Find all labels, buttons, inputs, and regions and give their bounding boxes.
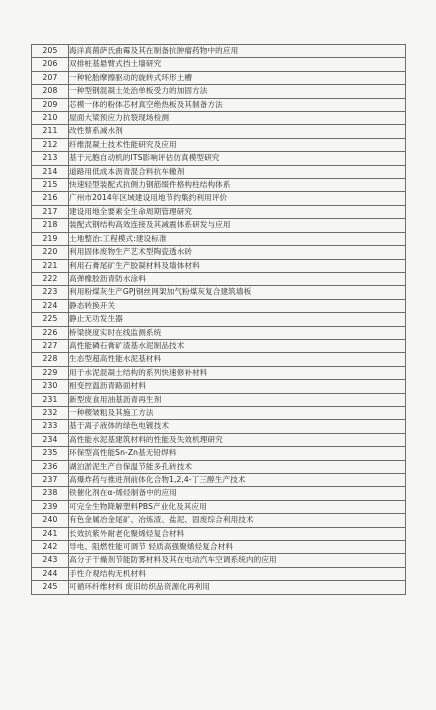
row-number: 240 xyxy=(32,514,69,527)
row-number: 208 xyxy=(32,85,69,98)
table-row xyxy=(32,192,406,205)
row-number: 220 xyxy=(32,246,69,259)
project-title: 快速轻型装配式抗侧力钢筋缀件格构柱结构体系 xyxy=(69,179,406,192)
row-number: 234 xyxy=(32,433,69,446)
project-title: 高弹橡胶沥青防水涂料 xyxy=(69,272,406,285)
project-title: 桥梁挠度实时在线监测系统 xyxy=(69,326,406,339)
table-row xyxy=(32,514,406,527)
table-row xyxy=(32,487,406,500)
table-row xyxy=(32,339,406,352)
project-title: 高爆炸药与推进剂前体化合物1,2,4-丁三醇生产技术 xyxy=(69,474,406,487)
table-row xyxy=(32,246,406,259)
row-number: 243 xyxy=(32,554,69,567)
project-title: 双排桩基悬臂式挡土墙研究 xyxy=(69,58,406,71)
table-row xyxy=(32,286,406,299)
row-number: 242 xyxy=(32,541,69,554)
project-title: 高性能磷石膏矿渣基水泥制品技术 xyxy=(69,339,406,352)
project-title: 改性蔡系减水剂 xyxy=(69,125,406,138)
row-number: 207 xyxy=(32,71,69,84)
project-title: 基于离子液体的绿色电镀技术 xyxy=(69,420,406,433)
table-row xyxy=(32,85,406,98)
project-title: 一种型钢混凝土处治单板受力的加固方法 xyxy=(69,85,406,98)
row-number: 225 xyxy=(32,313,69,326)
row-number: 215 xyxy=(32,179,69,192)
project-title: 利用石膏尾矿生产胶凝材料及墙体材料 xyxy=(69,259,406,272)
row-number: 216 xyxy=(32,192,69,205)
table-row xyxy=(32,581,406,594)
row-number: 226 xyxy=(32,326,69,339)
project-title: 有色金属冶金尾矿、冶炼渣、盐泥、固废综合利用技术 xyxy=(69,514,406,527)
row-number: 227 xyxy=(32,339,69,352)
project-title: 基于元胞自动机的ITS影响评估仿真模型研究 xyxy=(69,152,406,165)
row-number: 211 xyxy=(32,125,69,138)
table-row xyxy=(32,567,406,580)
row-number: 235 xyxy=(32,447,69,460)
table-row xyxy=(32,98,406,111)
project-title: 道路用低成本沥青混合料抗车辙剂 xyxy=(69,165,406,178)
row-number: 210 xyxy=(32,112,69,125)
row-number: 238 xyxy=(32,487,69,500)
row-number: 239 xyxy=(32,500,69,513)
row-number: 212 xyxy=(32,138,69,151)
project-title: 用于水泥混凝土结构的系列快速修补材料 xyxy=(69,366,406,379)
table-row xyxy=(32,138,406,151)
project-title: 铁催化剂在α-烯烃制备中的应用 xyxy=(69,487,406,500)
project-title: 长效抗紫外耐老化聚烯烃复合材料 xyxy=(69,527,406,540)
table-row xyxy=(32,541,406,554)
row-number: 229 xyxy=(32,366,69,379)
table-row xyxy=(32,433,406,446)
row-number: 231 xyxy=(32,393,69,406)
row-number: 205 xyxy=(32,45,69,58)
project-title: 一种稷皱粗及其施工方法 xyxy=(69,406,406,419)
row-number: 245 xyxy=(32,581,69,594)
project-title: 利用固体废物生产艺术型陶瓷透水砖 xyxy=(69,246,406,259)
table-row xyxy=(32,272,406,285)
table-row xyxy=(32,366,406,379)
project-title: 静态转换开关 xyxy=(69,299,406,312)
row-number: 221 xyxy=(32,259,69,272)
table-row xyxy=(32,406,406,419)
project-title: 可完全生物降解塑料PBS产业化及其应用 xyxy=(69,500,406,513)
project-title: 可循环纤维材料 废旧纺织品资源化再利用 xyxy=(69,581,406,594)
row-number: 244 xyxy=(32,567,69,580)
table-row xyxy=(32,474,406,487)
project-title: 装配式钢结构高效连接及其减震体系研发与应用 xyxy=(69,219,406,232)
project-title: 屋面大梁预应力抗裂现场检测 xyxy=(69,112,406,125)
project-title: 高性能水泥基建筑材料的性能及失效机理研究 xyxy=(69,433,406,446)
project-list-table xyxy=(31,44,406,595)
project-title: 生态型超高性能水泥基材料 xyxy=(69,353,406,366)
table-row xyxy=(32,299,406,312)
table-row xyxy=(32,527,406,540)
row-number: 214 xyxy=(32,165,69,178)
project-title: 芯模一体的粉体芯材真空绝热板及其制备方法 xyxy=(69,98,406,111)
project-title: 相变控温沥青路面材料 xyxy=(69,380,406,393)
row-number: 233 xyxy=(32,420,69,433)
row-number: 213 xyxy=(32,152,69,165)
table-row xyxy=(32,259,406,272)
table-row xyxy=(32,219,406,232)
table-row xyxy=(32,447,406,460)
table-row xyxy=(32,45,406,58)
row-number: 237 xyxy=(32,474,69,487)
row-number: 241 xyxy=(32,527,69,540)
table-row xyxy=(32,393,406,406)
table-row xyxy=(32,460,406,473)
table-row xyxy=(32,500,406,513)
table-row xyxy=(32,71,406,84)
row-number: 236 xyxy=(32,460,69,473)
row-number: 230 xyxy=(32,380,69,393)
row-number: 222 xyxy=(32,272,69,285)
table-row xyxy=(32,112,406,125)
project-title: 建设用地全要素全生命周期管理研究 xyxy=(69,205,406,218)
project-title: 土地整治:工程模式:建设标准 xyxy=(69,232,406,245)
project-title: 广州市2014年区域建设用地节约集约利用评价 xyxy=(69,192,406,205)
project-title: 一种轮胎摩擦驱动的旋转式环形土槽 xyxy=(69,71,406,84)
project-title: 手性介观结构无机材料 xyxy=(69,567,406,580)
table-row xyxy=(32,380,406,393)
table-row xyxy=(32,152,406,165)
table-row xyxy=(32,326,406,339)
table-row xyxy=(32,313,406,326)
project-title: 高分子干燥剂节能防雾材料及其在电动汽车空调系统内的应用 xyxy=(69,554,406,567)
table-row xyxy=(32,165,406,178)
row-number: 217 xyxy=(32,205,69,218)
table-row xyxy=(32,554,406,567)
project-title: 湖泊淤泥生产自保温节能多孔砖技术 xyxy=(69,460,406,473)
table-row xyxy=(32,58,406,71)
row-number: 228 xyxy=(32,353,69,366)
table-row xyxy=(32,420,406,433)
table-row xyxy=(32,205,406,218)
project-list-body xyxy=(32,45,406,595)
row-number: 219 xyxy=(32,232,69,245)
row-number: 223 xyxy=(32,286,69,299)
project-title: 环保型高性能Sn-Zn基无铅焊料 xyxy=(69,447,406,460)
row-number: 206 xyxy=(32,58,69,71)
table-row xyxy=(32,125,406,138)
row-number: 224 xyxy=(32,299,69,312)
project-title: 导电、阻燃性能可调节 轻质高强聚烯烃复合材料 xyxy=(69,541,406,554)
table-row xyxy=(32,179,406,192)
project-title: 静止无功发生器 xyxy=(69,313,406,326)
project-title: 纤维混凝土技术性能研究及应用 xyxy=(69,138,406,151)
row-number: 232 xyxy=(32,406,69,419)
table-row xyxy=(32,353,406,366)
row-number: 209 xyxy=(32,98,69,111)
table-row xyxy=(32,232,406,245)
project-title: 海洋真菌萨氏曲霉及其在制备抗肿瘤药物中的应用 xyxy=(69,45,406,58)
row-number: 218 xyxy=(32,219,69,232)
project-title: 新型废食用油基沥青再生剂 xyxy=(69,393,406,406)
project-title: 利用粉煤灰生产GPJ钢丝网架加气粉煤灰复合建筑墙板 xyxy=(69,286,406,299)
